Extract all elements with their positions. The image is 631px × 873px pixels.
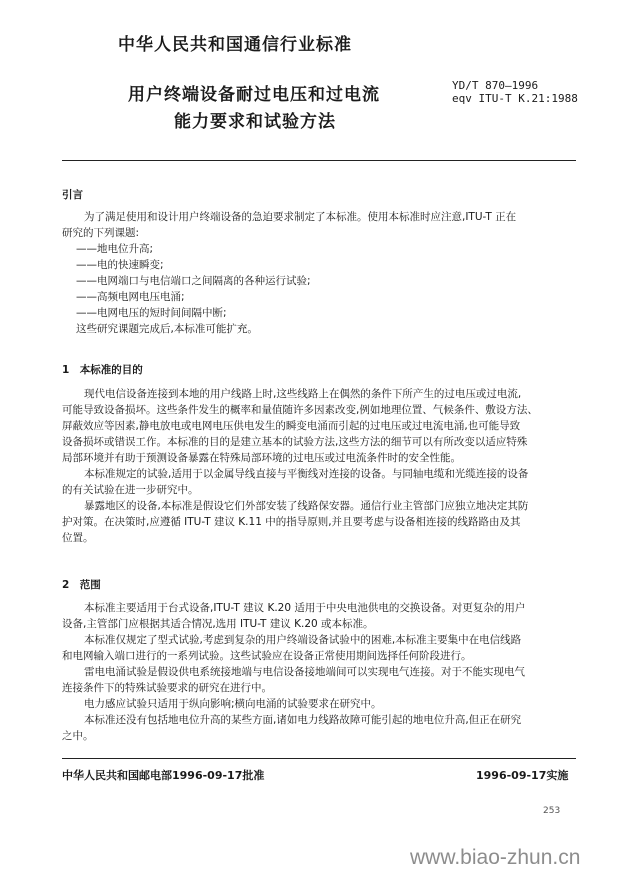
list-item: ——高频电网电压电涌; (76, 291, 185, 303)
section-2-body (62, 600, 525, 744)
list-item: ——电网电压的短时间间隔中断; (76, 307, 227, 319)
paragraph-line: 现代电信设备连接到本地的用户线路上时,这些线路上在偶然的条件下所产生的过电压或过电流, (84, 388, 522, 400)
watermark: www.biao-zhun.cn (410, 846, 581, 869)
paragraph-line: 本标准仅规定了型式试验,考虑到复杂的用户终端设备试验中的困难,本标准主要集中在电信线路 (84, 634, 522, 646)
paragraph-line: 之中。 (62, 730, 94, 742)
paragraph-line: 连接条件下的特殊试验要求的研究在进行中。 (62, 682, 272, 694)
paragraph-line: 的有关试验在进一步研究中。 (62, 484, 199, 496)
paragraph-line: 设备损坏或错误工作。本标准的目的是建立基本的试验方法,这些方法的细节可以有所改变以适应特殊 (62, 436, 528, 448)
paragraph-line: 本标准还没有包括地电位升高的某些方面,诸如电力线路故障可能引起的地电位升高,但正在研究 (84, 714, 522, 726)
section-1-heading: 1 本标准的目的 (62, 364, 143, 376)
title-line-2: 能力要求和试验方法 (174, 112, 336, 132)
paragraph-line: 本标准规定的试验,适用于以金属导线直接与平衡线对连接的设备。与同轴电缆和光缆连接的设备 (84, 468, 529, 480)
section-2-heading: 2 范围 (62, 579, 101, 591)
paragraph-line: 局部环境并有助于预测设备暴露在特殊局部环境的过电压或过电流条件时的安全性能。 (62, 452, 461, 464)
paragraph-line: 位置。 (62, 532, 94, 544)
list-item: ——电网端口与电信端口之间隔离的各种运行试验; (76, 275, 311, 287)
foreword-heading: 引言 (62, 189, 83, 201)
standard-name: 中华人民共和国通信行业标准 (118, 35, 352, 55)
paragraph-line: 为了满足使用和设计用户终端设备的急迫要求制定了本标准。使用本标准时应注意,ITU-T 正在 (84, 211, 517, 223)
paragraph-line: 暴露地区的设备,本标准是假设它们外部安装了线路保安器。通信行业主管部门应独立地决定其防 (84, 500, 529, 512)
foreword-body (62, 209, 516, 337)
paragraph-line: 设备,主管部门应根据其适合情况,选用 ITU-T 建议 K.20 或本标准。 (62, 618, 374, 630)
standard-code: YD/T 870—1996 (452, 79, 539, 92)
paragraph-line: 可能导致设备损坏。这些条件发生的概率和量值随许多因素改变,例如地理位置、气候条件、敷设方法、 (62, 404, 538, 416)
implementation-date: 1996-09-17实施 (476, 769, 569, 782)
paragraph-line: 屏蔽效应等因素,静电放电或电网电压供电发生的瞬变电涌而引起的过电压或过电流电涌,也可能导致 (62, 420, 521, 432)
paragraph-line: 雷电电涌试验是假设供电系统接地端与电信设备接地端间可以实现电气连接。对于不能实现电气 (84, 666, 525, 678)
equivalence-code: eqv ITU-T K.21:1988 (452, 92, 578, 105)
paragraph-line: 和电网输入端口进行的一系列试验。这些试验应在设备正常使用期间选择任何阶段进行。 (62, 650, 472, 662)
paragraph-line: 这些研究课题完成后,本标准可能扩充。 (76, 323, 258, 335)
paragraph-line: 电力感应试验只适用于纵向影响;横向电涌的试验要求在研究中。 (84, 698, 382, 710)
title-line-1: 用户终端设备耐过电压和过电流 (128, 85, 380, 105)
paragraph-line: 本标准主要适用于台式设备,ITU-T 建议 K.20 适用于中央电池供电的交换设备。对更复杂的用户 (84, 602, 526, 614)
list-item: ——电的快速瞬变; (76, 259, 164, 271)
page-number: 253 (543, 806, 561, 816)
list-item: ——地电位升高; (76, 243, 154, 255)
section-1-body (62, 386, 538, 546)
footer-divider (62, 758, 576, 759)
header-divider (62, 160, 576, 161)
paragraph-line: 护对策。在决策时,应遵循 ITU-T 建议 K.11 中的指导原则,并且要考虑与设备相连接的线路路由及其 (62, 516, 521, 528)
paragraph-line: 研究的下列课题: (62, 227, 140, 239)
approval-info: 中华人民共和国邮电部1996-09-17批准 (62, 769, 265, 782)
